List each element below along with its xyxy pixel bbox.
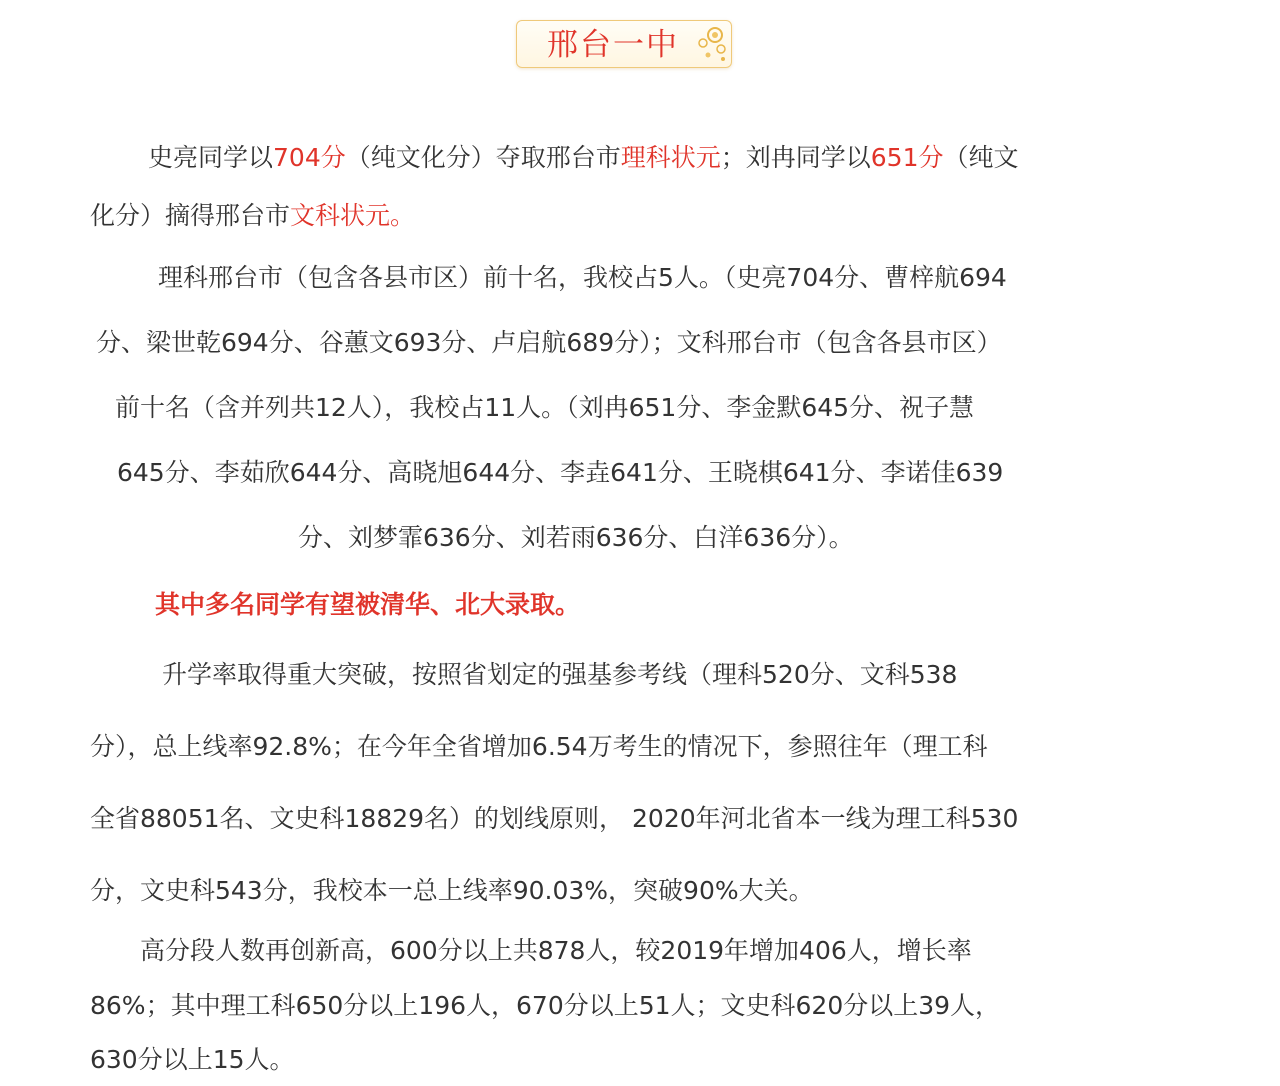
paragraph-1-line-2: [90, 199, 415, 233]
paragraph-1-line-1: [148, 141, 1019, 175]
section-title-badge: [516, 20, 732, 68]
paragraph-3-line-2: 分），总上线率92.8%；在今年全省增加6.54万考生的情况下，参照往年（理工科: [90, 732, 988, 761]
highlight-sentence: 其中多名同学有望被清华、北大录取。: [155, 590, 581, 619]
text-segment: （纯文: [943, 143, 1019, 172]
text-segment: （纯文化分）夺取邢台市: [345, 143, 621, 172]
text-segment: ；刘冉同学以: [720, 143, 871, 172]
text-segment: 化分）摘得邢台市: [90, 201, 291, 230]
title-highlight: 理科状元: [620, 143, 721, 172]
paragraph-4-line-1: 高分段人数再创新高，600分以上共878人，较2019年增加406人，增长率: [140, 936, 972, 965]
paragraph-2-line-3: 前十名（含并列共12人），我校占11人。（刘冉651分、李金默645分、祝子慧: [115, 393, 975, 422]
paragraph-2-line-1: 理科邢台市（包含各县市区）前十名，我校占5人。（史亮704分、曹梓航694: [158, 263, 1007, 292]
score-highlight: 704分: [273, 143, 346, 172]
score-highlight: 651分: [870, 143, 944, 172]
paragraph-2-line-4: 645分、李茹欣644分、高晓旭644分、李垚641分、王晓棋641分、李诺佳639: [117, 458, 1004, 487]
paragraph-2-line-5: 分、刘梦霏636分、刘若雨636分、白洋636分）。: [298, 523, 854, 552]
title-highlight: 文科状元。: [290, 201, 416, 230]
paragraph-4-line-2: 86%；其中理工科650分以上196人，670分以上51人；文史科620分以上39人，: [90, 991, 1001, 1020]
paragraph-3-line-1: 升学率取得重大突破，按照省划定的强基参考线（理科520分、文科538: [162, 660, 958, 689]
section-title: 邢台一中: [547, 27, 679, 63]
paragraph-3-line-4: 分，文史科543分，我校本一总上线率90.03%，突破90%大关。: [90, 876, 814, 905]
paragraph-4-line-3: 630分以上15人。: [90, 1045, 295, 1074]
paragraph-2-line-2: 分、梁世乾694分、谷蕙文693分、卢启航689分）；文科邢台市（包含各县市区）: [96, 328, 1002, 357]
paragraph-3-line-3: 全省88051名、文史科18829名）的划线原则， 2020年河北省本一线为理工科530: [90, 804, 1019, 833]
flower-ornament-icon: [693, 23, 729, 65]
text-segment: 史亮同学以: [148, 143, 274, 172]
